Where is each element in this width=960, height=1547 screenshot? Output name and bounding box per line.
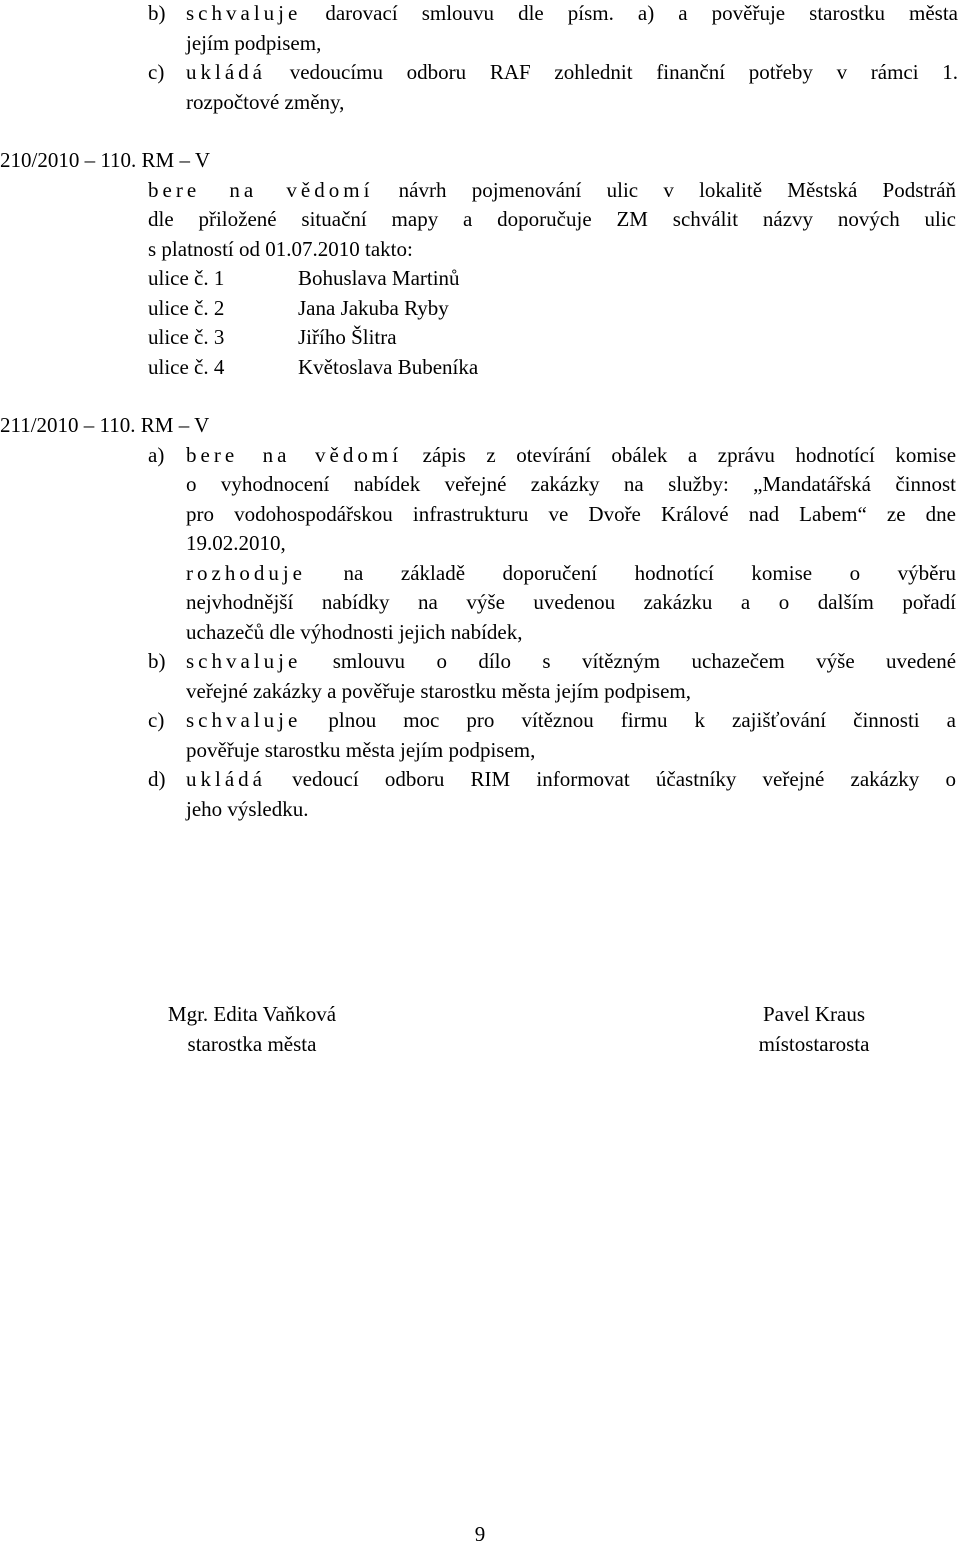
res211-c-verb: schvaluje <box>186 708 302 732</box>
top-b-marker: b) <box>148 1 166 25</box>
top-c-text: vedoucímu odboru RAF zohlednit finanční potřeby v rámci 1. <box>289 60 959 84</box>
res211-a-line3: pro vodohospodářskou infrastrukturu ve Dvoře Králové nad Labem“ ze dne <box>186 502 956 526</box>
res211-a-line4: 19.02.2010, <box>186 531 286 555</box>
res211-b-verb: schvaluje <box>186 649 302 673</box>
res211-c-line1 <box>186 707 956 733</box>
street-label: ulice č. 1 <box>148 266 225 290</box>
page-number: 9 <box>474 1522 486 1546</box>
res211-a2-verb: rozhoduje <box>186 561 306 585</box>
res211-b-line2: veřejné zakázky a pověřuje starostku města jejím podpisem, <box>186 679 691 703</box>
street-name: Květoslava Bubeníka <box>298 355 479 379</box>
signature-left <box>132 999 372 1059</box>
res210-line3: s platností od 01.07.2010 takto: <box>148 237 413 261</box>
top-b-line <box>186 0 958 26</box>
res211-a-verb: bere na vědomí <box>186 443 403 467</box>
res210-line2: dle přiložené situační mapy a doporučuje ZM schválit názvy nových ulic <box>148 207 956 231</box>
street-name: Jana Jakuba Ryby <box>298 296 449 320</box>
res211-d-line1-text: vedoucí odboru RIM informovat účastníky veřejné zakázky o <box>292 767 956 791</box>
top-c-verb: ukládá <box>186 60 266 84</box>
res210-line1-text: návrh pojmenování ulic v lokalitě Městská Podstráň <box>398 178 957 202</box>
res211-c-line2: pověřuje starostku města jejím podpisem, <box>186 738 536 762</box>
res211-a-line1-text: zápis z otevírání obálek a zprávu hodnotící komise <box>422 443 957 467</box>
res211-d-marker: d) <box>148 767 166 791</box>
res210-header: 210/2010 – 110. RM – V <box>0 148 211 172</box>
res211-b-marker: b) <box>148 649 166 673</box>
res210-verb: bere na vědomí <box>148 178 374 202</box>
res211-c-line1-text: plnou moc pro vítěznou firmu k zajišťování činnosti a <box>328 708 956 732</box>
res211-d-verb: ukládá <box>186 767 266 791</box>
res211-a2-line2: nejvhodnější nabídky na výše uvedenou zakázku a o dalším pořadí <box>186 590 956 614</box>
signature-right-name: Pavel Kraus <box>762 1002 866 1026</box>
res211-header: 211/2010 – 110. RM – V <box>0 413 210 437</box>
res211-a2-line1 <box>186 560 956 586</box>
top-c-line <box>186 59 958 85</box>
top-b-text: darovací smlouvu dle písm. a) a pověřuje starostku města <box>325 1 958 25</box>
res211-b-line1 <box>186 648 956 674</box>
top-c-marker: c) <box>148 60 165 84</box>
res211-a-line1 <box>186 442 956 468</box>
res210-line1 <box>148 177 956 203</box>
res211-c-marker: c) <box>148 708 165 732</box>
street-name: Jiřího Šlitra <box>298 325 397 349</box>
street-label: ulice č. 3 <box>148 325 225 349</box>
signature-right <box>704 999 924 1059</box>
signature-left-name: Mgr. Edita Vaňková <box>167 1002 337 1026</box>
res211-b-line1-text: smlouvu o dílo s vítězným uchazečem výše uvedené <box>332 649 957 673</box>
signature-left-role: starostka města <box>187 1032 317 1056</box>
signature-right-role: místostarosta <box>758 1032 870 1056</box>
res211-a-line2: o vyhodnocení nabídek veřejné zakázky na služby: „Mandatářská činnost <box>186 472 956 496</box>
street-name: Bohuslava Martinů <box>298 266 460 290</box>
res211-d-line1 <box>186 766 956 792</box>
street-label: ulice č. 4 <box>148 355 225 379</box>
res211-a2-line3: uchazečů dle výhodnosti jejich nabídek, <box>186 620 523 644</box>
res211-a-marker: a) <box>148 443 165 467</box>
top-b-verb: schvaluje <box>186 1 302 25</box>
res211-d-line2: jeho výsledku. <box>186 797 309 821</box>
top-c-cont: rozpočtové změny, <box>186 90 345 114</box>
top-b-cont: jejím podpisem, <box>186 31 322 55</box>
street-label: ulice č. 2 <box>148 296 225 320</box>
res211-a2-line1-text: na základě doporučení hodnotící komise o výběru <box>343 561 956 585</box>
